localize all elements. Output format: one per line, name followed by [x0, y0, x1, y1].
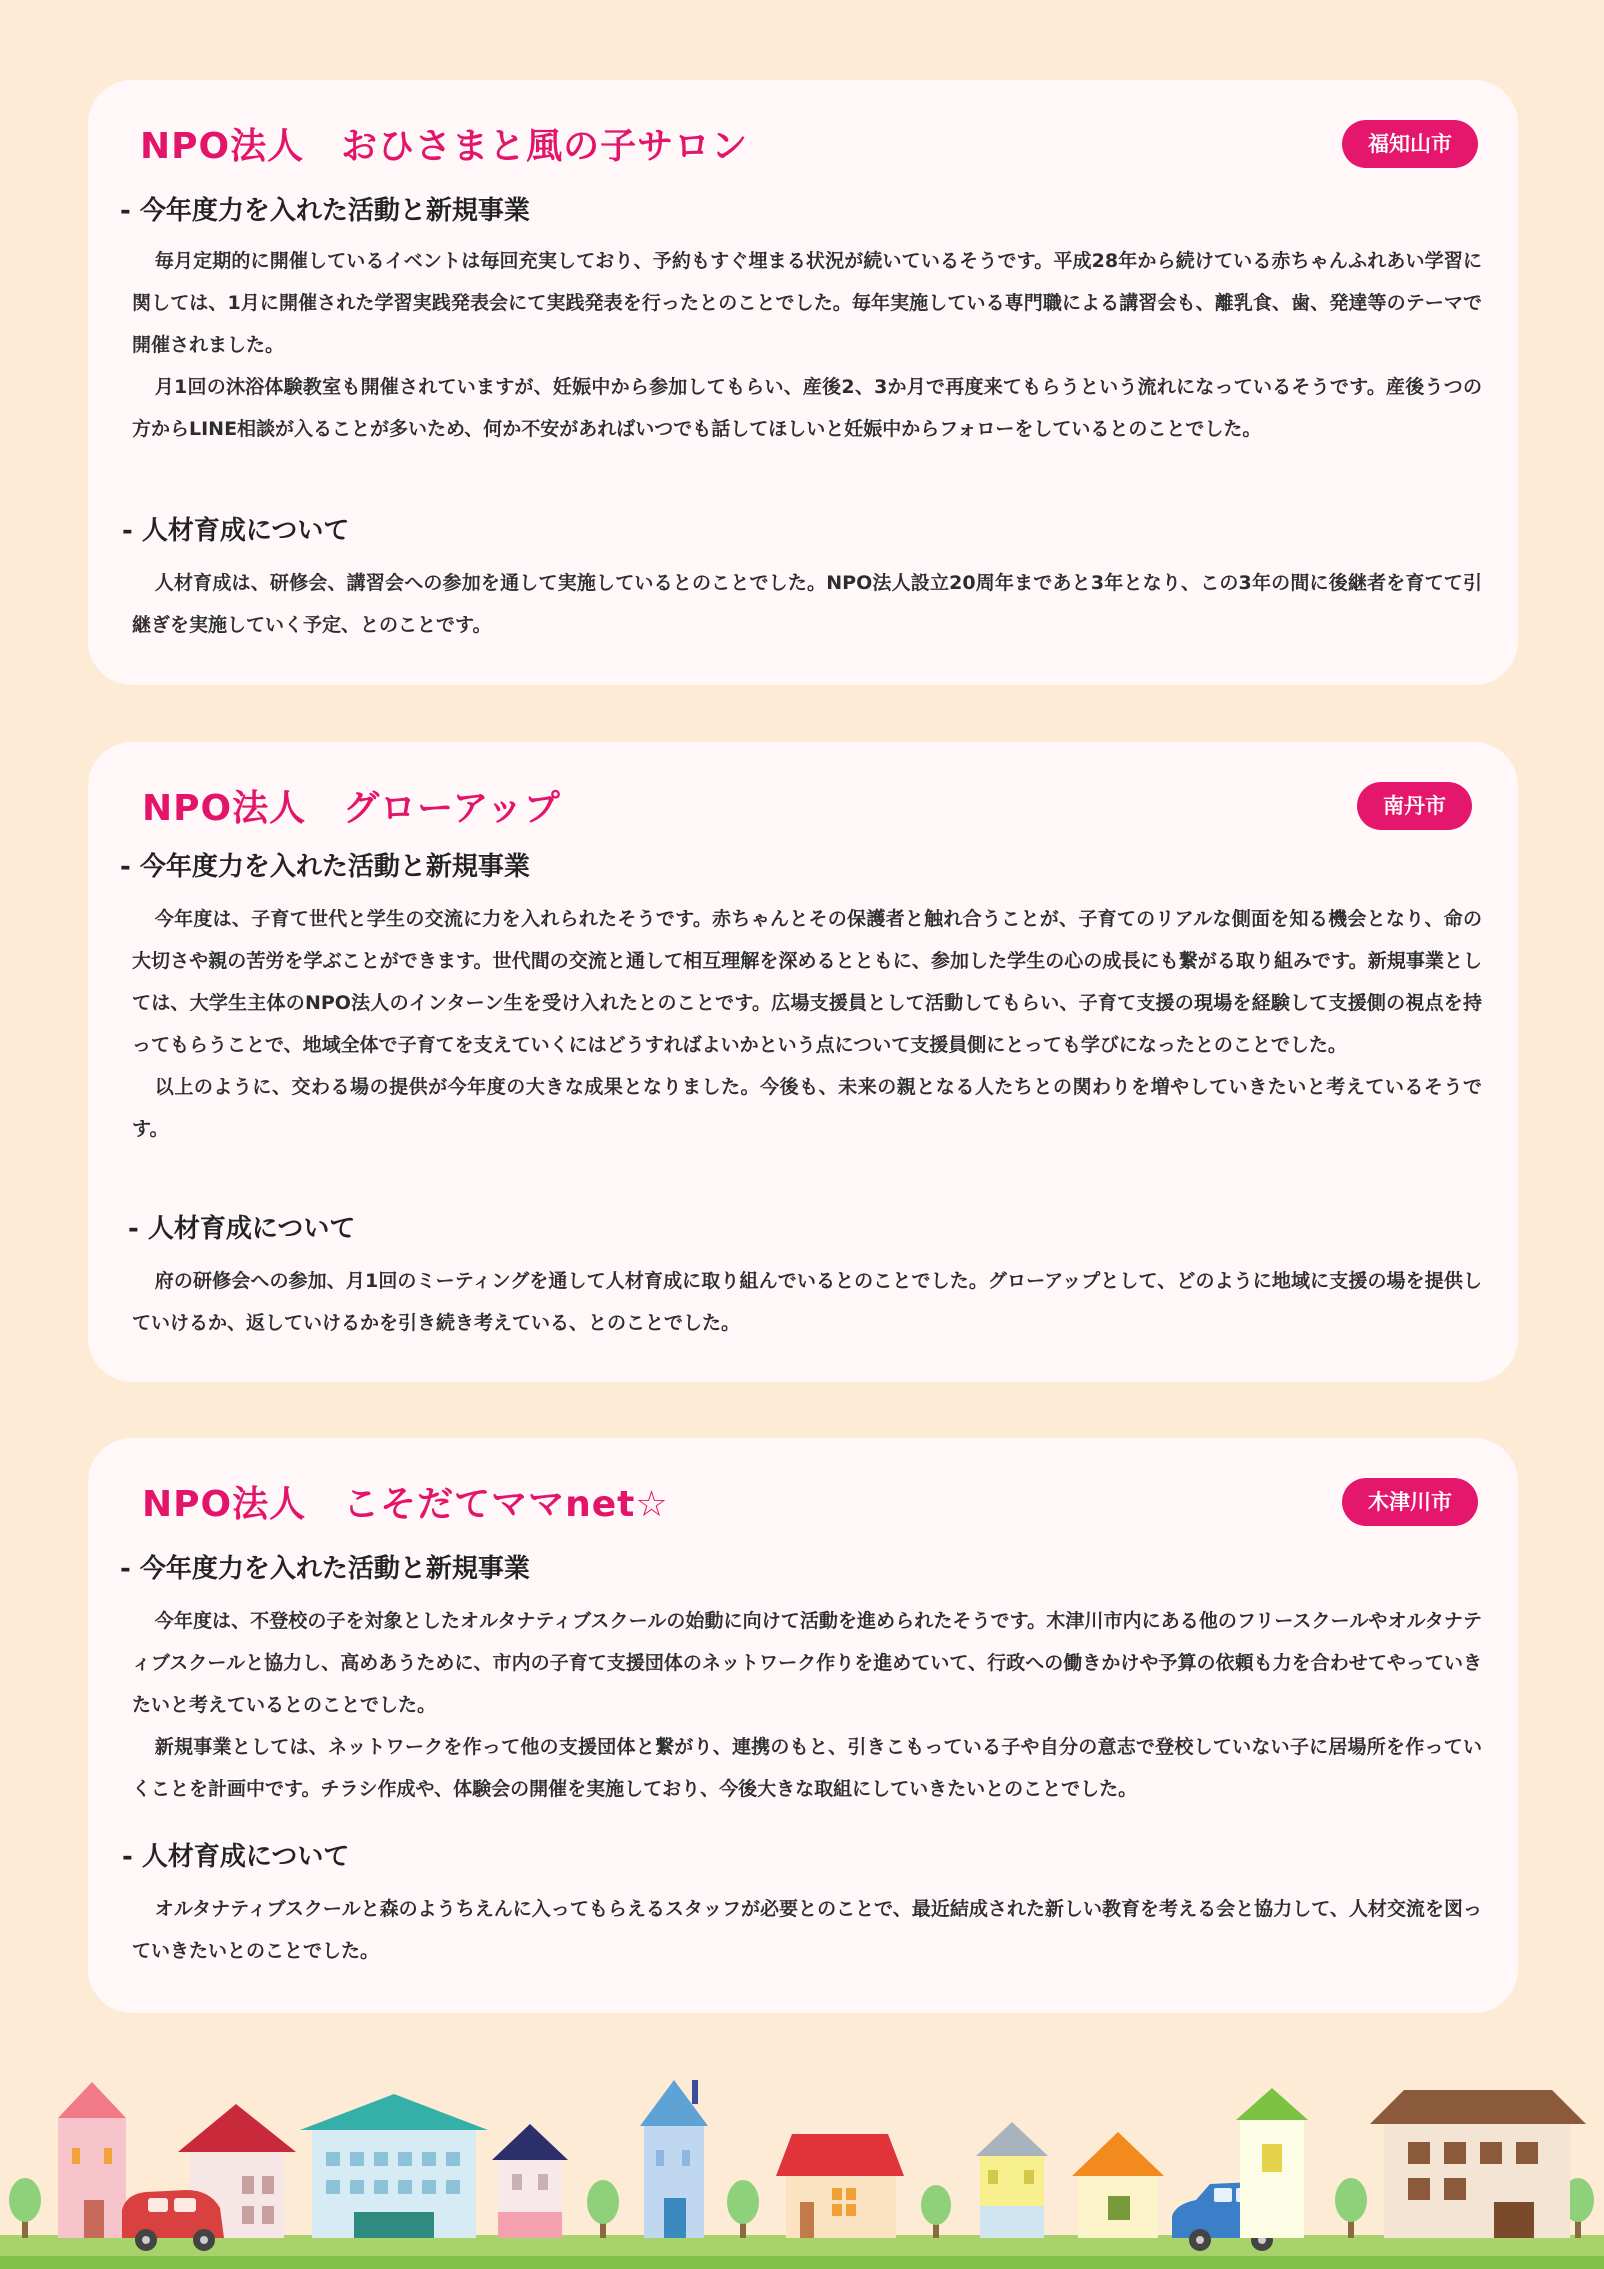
- section-heading-training: - 人材育成について: [122, 1842, 350, 1872]
- paragraph: オルタナティブスクールと森のようちえんに入ってもらえるスタッフが必要とのことで、最近結成された新しい教育を考える会と協力して、人材交流を図っていきたいとのことでした。: [132, 1898, 1482, 1962]
- paragraph: 今年度は、不登校の子を対象としたオルタナティブスクールの始動に向けて活動を進められたそうです。木津川市内にある他のフリースクールやオルタナティブスクールと協力し、高めあうために、市内の子育て支援団体のネットワーク作りを進めていて、行政への働きかけや予算の依頼も力を合わせてやっていきたいと考えているとのことでした。: [132, 1610, 1483, 1716]
- house-orange-roof-icon: [1072, 2132, 1164, 2238]
- training-text: [132, 562, 1482, 646]
- city-badge: 木津川市: [1342, 1478, 1478, 1526]
- activities-text: [132, 898, 1482, 1150]
- city-badge: 福知山市: [1342, 120, 1478, 168]
- house-yellow-icon: [976, 2122, 1048, 2238]
- house-brown-roof-icon: [1370, 2090, 1586, 2238]
- tree-icon: [1335, 2178, 1367, 2238]
- paragraph: 今年度は、子育て世代と学生の交流に力を入れられたそうです。赤ちゃんとその保護者と触れ合うことが、子育てのリアルな側面を知る機会となり、命の大切さや親の苦労を学ぶことができます。世代間の交流と通して相互理解を深めるとともに、参加した学生の心の成長にも繋がる取り組みです。新規事業としては、大学生主体のNPO法人のインターン生を受け入れたとのことです。広場支援員として活動してもらい、子育て支援の現場を経験して支援側の視点を持ってもらうことで、地域全体で子育てを支えていくにはどうすればよいかという点について支援員側にとっても学びになったとのことでした。: [132, 908, 1482, 1056]
- grass-edge: [0, 2256, 1604, 2269]
- tree-icon: [9, 2178, 41, 2238]
- training-text: [132, 1260, 1482, 1344]
- tree-icon: [921, 2185, 951, 2238]
- town-illustration: [0, 2060, 1604, 2269]
- paragraph: 月1回の沐浴体験教室も開催されていますが、妊娠中から参加してもらい、産後2、3か月で再度来てもらうという流れになっているそうです。産後うつの方からLINE相談が入ることが多いため、何か不安があればいつでも話してほしいと妊娠中からフォローをしているとのことでした。: [132, 376, 1482, 440]
- activities-text: [132, 240, 1482, 450]
- paragraph: 毎月定期的に開催しているイベントは毎回充実しており、予約もすぐ埋まる状況が続いているそうです。平成28年から続けている赤ちゃんふれあい学習に関しては、1月に開催された学習実践発表会にて実践発表を行ったとのことでした。毎年実施している専門職による講習会も、離乳食、歯、発達等のテーマで開催されました。: [132, 250, 1482, 356]
- paragraph: 人材育成は、研修会、講習会への参加を通して実施しているとのことでした。NPO法人設立20周年まであと3年となり、この3年の間に後継者を育てて引継ぎを実施していく予定、とのことです。: [132, 572, 1482, 636]
- house-pink-icon: [58, 2082, 126, 2238]
- training-text: [132, 1888, 1482, 1972]
- activities-text: [132, 1600, 1482, 1810]
- paragraph: 新規事業としては、ネットワークを作って他の支援団体と繋がり、連携のもと、引きこもっている子や自分の意志で登校していない子に居場所を作っていくことを計画中です。チラシ作成や、体験会の開催を実施しており、今後大きな取組にしていきたいとのことでした。: [132, 1736, 1482, 1800]
- tree-icon: [727, 2180, 759, 2238]
- org-card-ohisama: [88, 80, 1518, 685]
- paragraph: 府の研修会への参加、月1回のミーティングを通して人材育成に取り組んでいるとのことでした。グローアップとして、どのように地域に支援の場を提供していけるか、返していけるかを引き続き考えている、とのことでした。: [132, 1270, 1482, 1334]
- house-red-center-icon: [776, 2134, 904, 2238]
- org-title: NPO法人 こそだてママnet☆: [142, 1484, 669, 1525]
- org-title: NPO法人 おひさまと風の子サロン: [140, 126, 749, 167]
- house-green-roof-icon: [1236, 2088, 1308, 2238]
- org-card-kosodate: [88, 1438, 1518, 2013]
- org-card-growup: [88, 742, 1518, 1382]
- house-navy-roof-icon: [492, 2124, 568, 2238]
- paragraph: 以上のように、交わる場の提供が今年度の大きな成果となりました。今後も、未来の親となる人たちとの関わりを増やしていきたいと考えているそうです。: [132, 1076, 1482, 1140]
- section-heading-activities: - 今年度力を入れた活動と新規事業: [120, 1554, 530, 1584]
- building-teal-icon: [300, 2094, 488, 2238]
- tree-icon: [587, 2180, 619, 2238]
- house-blue-tower-icon: [640, 2080, 708, 2238]
- section-heading-training: - 人材育成について: [122, 516, 350, 546]
- section-heading-activities: - 今年度力を入れた活動と新規事業: [120, 852, 530, 882]
- section-heading-training: - 人材育成について: [128, 1214, 356, 1244]
- city-badge: 南丹市: [1357, 782, 1472, 830]
- org-title: NPO法人 グローアップ: [142, 788, 561, 829]
- section-heading-activities: - 今年度力を入れた活動と新規事業: [120, 196, 530, 226]
